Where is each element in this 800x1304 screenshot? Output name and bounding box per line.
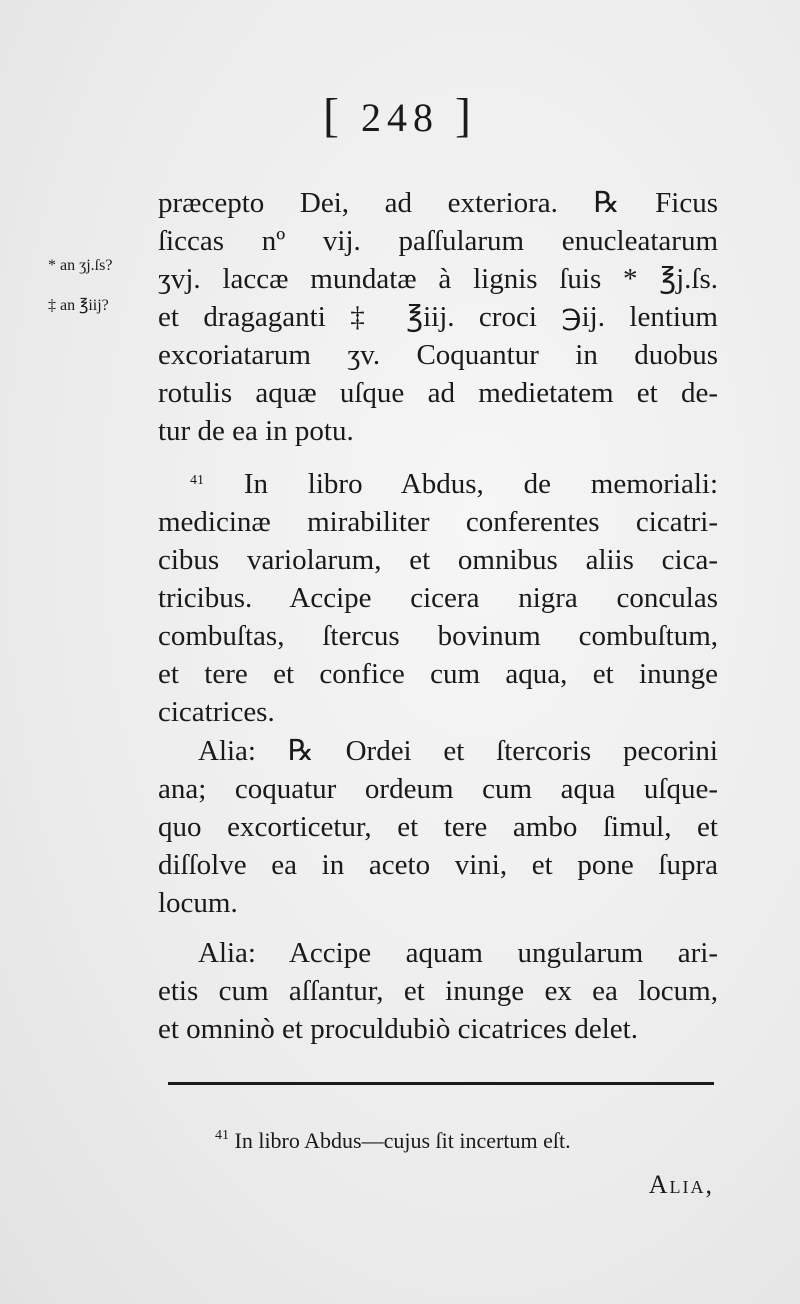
text-line: tricibus. Accipe cicera nigra conculas <box>158 582 718 614</box>
text-line: combuſtas, ſtercus bovinum combuſtum, <box>158 620 718 652</box>
open-bracket: [ <box>323 89 345 142</box>
text-line: ʒvj. laccæ mundatæ à lignis ſuis * ℥j.ſs. <box>158 263 718 295</box>
text-line: Alia: Accipe aquam ungularum ari- <box>198 937 718 969</box>
text-line: ana; coquatur ordeum cum aqua uſque- <box>158 773 718 805</box>
footnote <box>215 1128 571 1154</box>
text-line: Alia: ℞ Ordei et ſtercoris pecorini <box>198 735 718 767</box>
margin-note-1: * an ʒj.ſs? <box>48 257 113 274</box>
text-line: medicinæ mirabiliter conferentes cicatri- <box>158 506 718 538</box>
note-mark: 41 <box>190 473 204 488</box>
paragraph-4 <box>158 934 718 1048</box>
text-line: tur de ea in potu. <box>158 415 354 447</box>
text-line: cibus variolarum, et omnibus aliis cica- <box>158 544 718 576</box>
text-line: quo excorticetur, et tere ambo ſimul, et <box>158 811 718 843</box>
text-line: rotulis aquæ uſque ad medietatem et de- <box>158 377 718 409</box>
text-line: diſſolve ea in aceto vini, et pone ſupra <box>158 849 718 881</box>
paragraph-2 <box>158 462 718 731</box>
text-line: excoriatarum ʒv. Coquantur in duobus <box>158 339 718 371</box>
footnote-rule <box>168 1082 714 1085</box>
footnote-mark: 41 <box>215 1128 229 1143</box>
paragraph-1 <box>158 184 718 450</box>
text-line: In libro Abdus, de memoriali: <box>243 468 719 500</box>
close-bracket: ] <box>455 89 477 142</box>
catchword: Alia, <box>648 1170 714 1199</box>
text-line: et omninò et proculdubiò cicatrices delet. <box>158 1013 638 1045</box>
text-line: et tere et confice cum aqua, et inunge <box>158 658 718 690</box>
text-line: etis cum aſſantur, et inunge ex ea locum, <box>158 975 718 1007</box>
text-line: præcepto Dei, ad exteriora. ℞ Ficus <box>158 187 718 219</box>
text-line: cicatrices. <box>158 696 275 728</box>
text-line: ſiccas nº vij. paſſularum enucleatarum <box>158 225 718 257</box>
footnote-text: In libro Abdus—cujus ſit incertum eſt. <box>234 1128 571 1153</box>
text-line: locum. <box>158 887 238 919</box>
text-line: et dragaganti ‡ ℥iij. croci ℈ij. lentium <box>158 301 718 333</box>
page-number-header <box>0 88 800 143</box>
page-number: 248 <box>361 95 439 140</box>
paragraph-3 <box>158 732 718 922</box>
text-line-lead <box>158 462 718 503</box>
margin-note-2: ‡ an ℥iij? <box>48 297 109 314</box>
